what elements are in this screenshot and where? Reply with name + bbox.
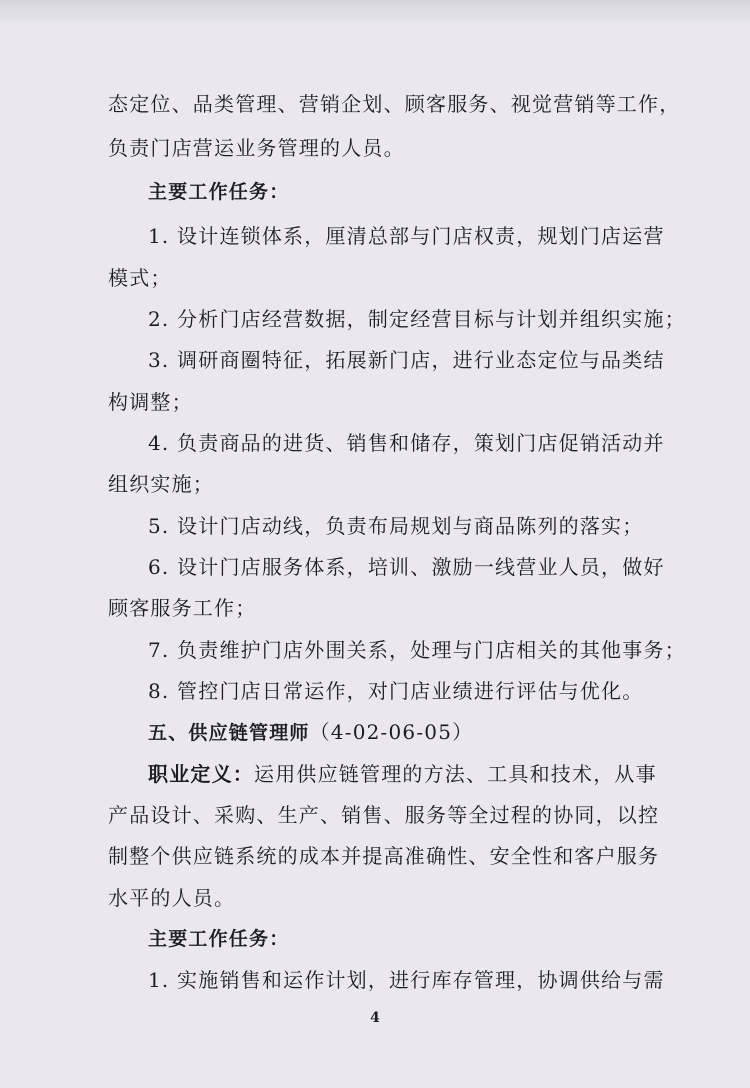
section-title [148,718,473,747]
paragraph-line: 负责门店营运业务管理的人员。 [108,136,405,160]
task-item: 6. 设计门店服务体系，培训、激励一线营业人员，做好 [148,555,665,579]
definition-text: 运用供应链管理的方法、工具和技术，从事 [254,762,657,786]
definition-label: 职业定义： [148,762,254,786]
task-item: 1. 设计连锁体系，厘清总部与门店权责，规划门店运营 [148,224,665,248]
task-item-cont: 模式； [108,266,172,290]
paragraph-line: 制整个供应链系统的成本并提高准确性、安全性和客户服务 [108,844,660,868]
task-item: 5. 设计门店动线，负责布局规划与商品陈列的落实； [148,514,644,538]
task-item: 4. 负责商品的进货、销售和储存，策划门店促销活动并 [148,431,665,455]
task-item: 2. 分析门店经营数据，制定经营目标与计划并组织实施； [148,307,686,331]
task-item: 3. 调研商圈特征，拓展新门店，进行业态定位与品类结 [148,348,665,372]
task-item: 1. 实施销售和运作计划，进行库存管理，协调供给与需 [148,968,665,992]
task-item: 7. 负责维护门店外围关系，处理与门店相关的其他事务； [148,638,686,662]
task-heading: 主要工作任务： [148,928,290,950]
paragraph-line: 态定位、品类管理、营销企划、顾客服务、视觉营销等工作， [108,92,681,116]
paragraph-line: 产品设计、采购、生产、销售、服务等全过程的协同，以控 [108,803,660,827]
task-item-cont: 组织实施； [108,472,214,496]
task-item-cont: 构调整； [108,390,193,414]
task-heading: 主要工作任务： [148,181,290,203]
section-title-text: 五、供应链管理师 [148,722,310,744]
scan-top-shadow [0,0,750,26]
paragraph-line: 水平的人员。 [108,886,236,910]
definition-line [148,760,657,788]
task-item: 8. 管控门店日常运作，对门店业绩进行评估与优化。 [148,679,644,703]
task-item-cont: 顾客服务工作； [108,596,257,620]
page-number: 4 [370,1010,380,1026]
section-code: （4-02-06-05） [309,720,474,744]
